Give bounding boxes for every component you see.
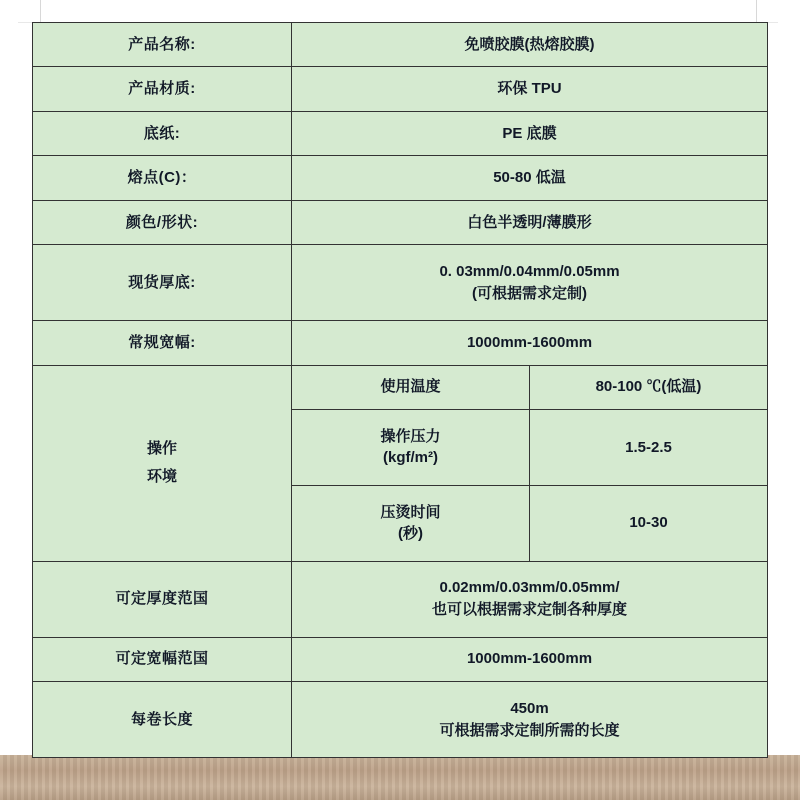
row-label-liner: 底纸: — [33, 111, 292, 155]
row-label-color-shape: 颜色/形状: — [33, 200, 292, 244]
background-seam-right — [756, 0, 757, 22]
environment-press-time-line1: 压烫时间 — [380, 503, 441, 521]
row-value-standard-width: 1000mm-1600mm — [292, 321, 768, 365]
table-row — [33, 245, 768, 321]
row-value-color-shape: 白色半透明/薄膜形 — [292, 200, 768, 244]
table-row — [33, 67, 768, 111]
environment-item-name-pressure — [292, 409, 530, 485]
operating-environment-line2: 环境 — [146, 468, 177, 486]
environment-item-value-press-time: 10-30 — [530, 485, 768, 561]
environment-press-time-line2: (秒) — [398, 525, 423, 543]
spec-table — [32, 22, 768, 758]
background-right-strip — [778, 0, 800, 780]
environment-pressure-line2: (kgf/m²) — [383, 449, 438, 467]
table-row — [33, 156, 768, 200]
row-label-roll-length: 每卷长度 — [33, 682, 292, 758]
background-left-strip — [0, 0, 18, 780]
environment-pressure-line1: 操作压力 — [380, 427, 441, 445]
spec-table-container — [32, 22, 768, 758]
roll-length-line1: 450m — [510, 699, 549, 717]
roll-length-line2: 可根据需求定制所需的长度 — [439, 721, 620, 739]
table-row-environment-temperature — [33, 365, 768, 409]
row-label-stock-thickness: 现货厚底: — [33, 245, 292, 321]
operating-environment-line1: 操作 — [146, 439, 177, 457]
environment-item-name-temperature: 使用温度 — [292, 365, 530, 409]
row-label-standard-width: 常规宽幅: — [33, 321, 292, 365]
environment-item-value-temperature: 80-100 ℃(低温) — [530, 365, 768, 409]
environment-item-value-pressure: 1.5-2.5 — [530, 409, 768, 485]
row-value-custom-width-range: 1000mm-1600mm — [292, 637, 768, 681]
table-row — [33, 561, 768, 637]
background-seam-left — [40, 0, 41, 22]
row-label-operating-environment — [33, 365, 292, 561]
table-row — [33, 23, 768, 67]
stock-thickness-line1: 0. 03mm/0.04mm/0.05mm — [439, 262, 620, 280]
row-label-custom-width-range: 可定宽幅范国 — [33, 637, 292, 681]
table-row — [33, 111, 768, 155]
table-row — [33, 682, 768, 758]
row-label-material: 产品材质: — [33, 67, 292, 111]
background-wood-surface — [0, 755, 800, 800]
row-value-product-name: 免喷胶膜(热熔胶膜) — [292, 23, 768, 67]
row-value-roll-length — [292, 682, 768, 758]
table-row — [33, 321, 768, 365]
background-top-strip — [0, 0, 800, 23]
custom-thickness-line1: 0.02mm/0.03mm/0.05mm/ — [439, 579, 620, 597]
stock-thickness-line2: (可根据需求定制) — [472, 284, 587, 302]
table-row — [33, 637, 768, 681]
environment-item-name-press-time — [292, 485, 530, 561]
row-value-stock-thickness — [292, 245, 768, 321]
row-label-melting-point: 熔点(C)： — [33, 156, 292, 200]
row-value-material: 环保 TPU — [292, 67, 768, 111]
table-row — [33, 200, 768, 244]
row-label-product-name: 产品名称: — [33, 23, 292, 67]
row-value-melting-point: 50-80 低温 — [292, 156, 768, 200]
row-label-custom-thickness-range: 可定厚度范国 — [33, 561, 292, 637]
custom-thickness-line2: 也可以根据需求定制各种厚度 — [431, 601, 627, 619]
row-value-liner: PE 底膜 — [292, 111, 768, 155]
row-value-custom-thickness-range — [292, 561, 768, 637]
